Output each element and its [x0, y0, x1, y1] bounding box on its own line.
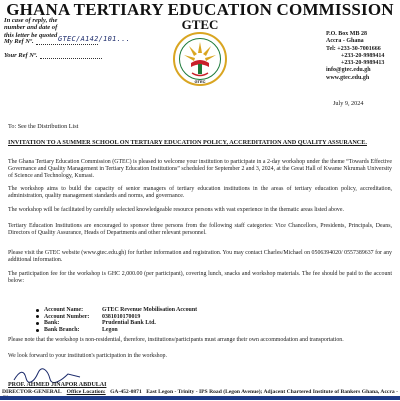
account-value: GTEC Revenue Mobilisation Account: [102, 307, 198, 313]
reply-note-line: In case of reply, the: [4, 17, 58, 24]
paragraph-website: Please visit the GTEC website (www.gtec.edu.gh) for further information and registration. You may contact Charles/Michael on 0506394020/ 0557389637 for any additional information.: [8, 250, 392, 263]
office-code: GA-452-0871: [110, 389, 142, 395]
signatory: [8, 382, 106, 389]
my-ref-value: GTEC/A142/101...: [58, 35, 131, 43]
account-value: 0381010170019: [102, 313, 141, 320]
recipient-line: To: See the Distribution List: [8, 123, 79, 130]
my-ref-label: My Ref Nº.: [4, 38, 34, 45]
your-ref-label: Your Ref Nº.: [4, 52, 38, 59]
reply-note-line: this letter be quoted: [4, 31, 58, 39]
account-details: [36, 307, 197, 333]
paragraph-facilitators: The workshop will be facilitated by carefully selected knowledgeable resource persons with vast experience in the thematic areas listed above.: [8, 207, 344, 213]
contact-line: Accra - Ghana: [326, 38, 364, 45]
your-ref-rule: [40, 52, 102, 59]
contact-email: info@gtec.edu.gh: [326, 67, 371, 74]
footer-bar: [0, 396, 400, 400]
signer-title: DIRECTOR-GENERAL: [2, 389, 62, 395]
your-ref-line: [4, 52, 102, 59]
reply-note-line: number and date of: [4, 24, 58, 32]
paragraph-sponsorship: Tertiary Education Institutions are encouraged to sponsor three persons from the following staff categories: Vice Chancellors, Presidents, Principals, Deans, Directors of Quality Assurance, Heads of Departments and other relevant personnel.: [8, 223, 392, 236]
account-value: Legon: [102, 326, 118, 333]
paragraph-intro: The Ghana Tertiary Education Commission (GTEC) is pleased to welcome your institution to participate in a 2-day workshop under the theme “Towards Effective Governance and Quality Management in Tertiary Education Institutions” scheduled for September 2 and 3, 2024, at the Great Hall of Kwame Nkrumah University of Science and Technology, Kumasi.: [8, 159, 392, 179]
account-key: Bank:: [44, 320, 60, 327]
account-row: [36, 307, 197, 314]
bullet-icon: [36, 329, 39, 332]
contact-website: www.gtec.edu.gh: [326, 74, 370, 81]
bullet-icon: [36, 322, 39, 325]
account-key: Account Number:: [44, 313, 90, 320]
letter-date: July 9, 2024: [333, 100, 364, 107]
office-address: East Legon - Trinity - IPS Road (Legon Avenue); Adjacent Chartered Institute of Bankers Ghana, Accra -: [146, 389, 398, 395]
crest-stem: [198, 64, 202, 74]
paragraph-fee: The participation fee for the workshop is GHC 2,000.00 (per participant), covering lunch, snacks and workshop materials. The fee should be paid to the account below:: [8, 271, 392, 284]
account-key: Account Name:: [44, 307, 84, 313]
contact-line: Tel: +233-30-7001666: [326, 45, 381, 52]
gtec-crest-logo: [172, 31, 228, 87]
office-label: Office Location:: [66, 389, 106, 395]
paragraph-logistics: Please note that the workshop is non-residential, therefore, institutions/participants must arrange their own accommodation and transportation.: [8, 337, 344, 343]
crest-caption: GTEC: [194, 79, 206, 84]
contact-line: +233-20-9989413: [341, 60, 385, 67]
letterhead-title: GHANA TERTIARY EDUCATION COMMISSION: [6, 0, 394, 19]
paragraph-aims: The workshop aims to build the capacity of senior managers of tertiary education institutions in the areas of tertiary education policy, accreditation, administration, quality management standards and norms, and governance.: [8, 186, 392, 199]
account-key: Bank Branch:: [44, 326, 80, 333]
account-row: [36, 314, 197, 321]
contact-line: +233-20-9989414: [341, 52, 385, 59]
bullet-icon: [36, 309, 39, 312]
signer-name: PROF. AHMED JINAPOR ABDULAI: [8, 382, 107, 388]
contact-block: [326, 31, 398, 82]
contact-line: P.O. Box MB 28: [326, 31, 367, 37]
letterhead-subtitle: GTEC: [181, 17, 219, 32]
account-row: [36, 320, 197, 327]
letter-heading: INVITATION TO A SUMMER SCHOOL ON TERTIARY EDUCATION POLICY, ACCREDITATION AND QUALITY ASSURANCE.: [8, 139, 367, 146]
account-row: [36, 327, 197, 334]
account-value: Prudential Bank Ltd.: [102, 320, 156, 327]
bullet-icon: [36, 315, 39, 318]
paragraph-closing: We look forward to your institution's participation in the workshop.: [8, 353, 167, 359]
